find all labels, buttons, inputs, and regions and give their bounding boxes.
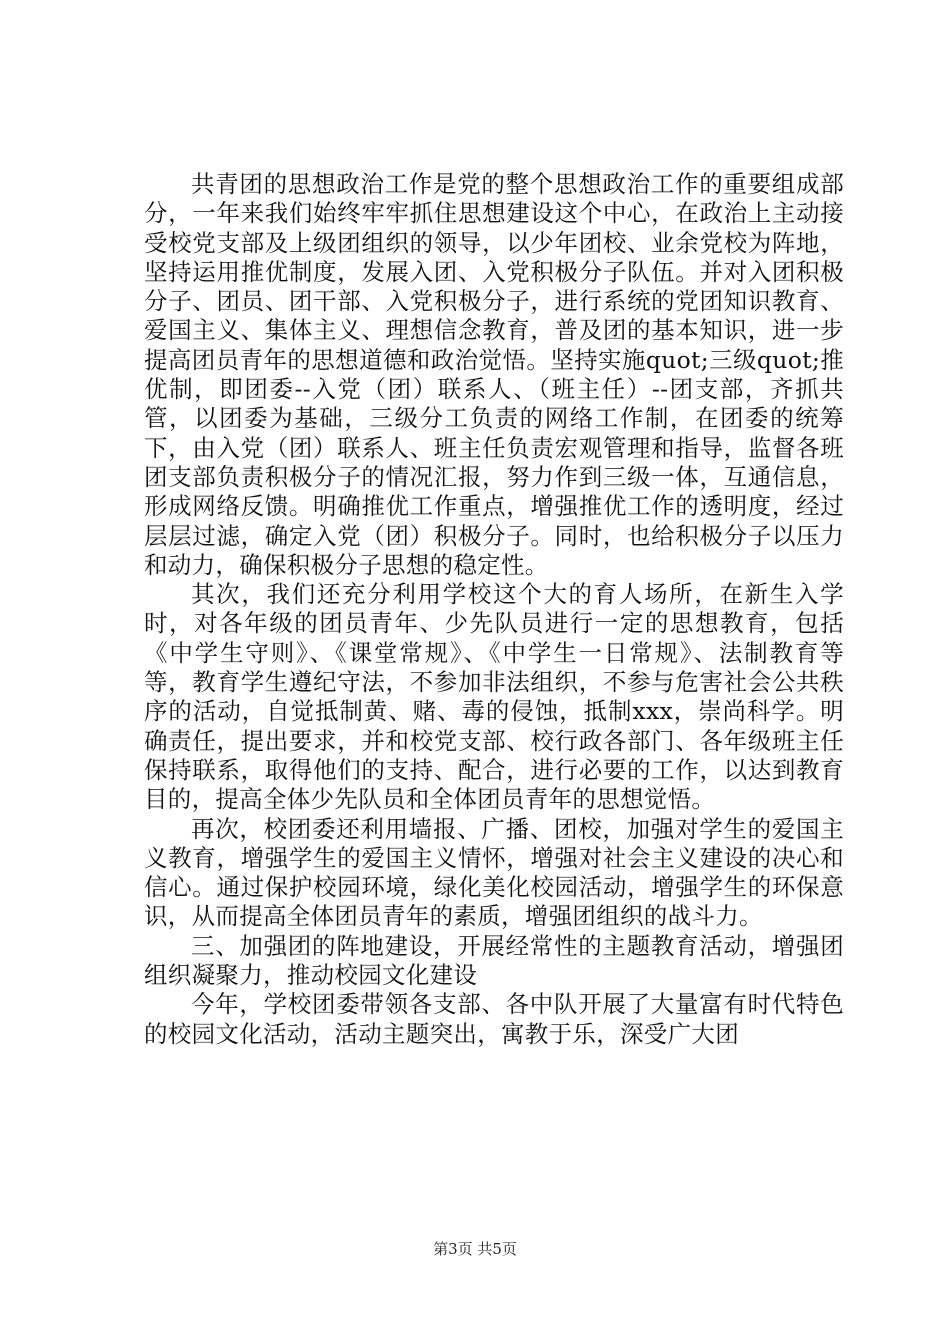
page-number-footer: 第3页 共5页 bbox=[433, 1240, 517, 1258]
document-body bbox=[144, 170, 844, 1049]
paragraph-patriotic-education: 再次，校团委还利用墙报、广播、团校，加强对学生的爱国主义教育，增强学生的爱国主义情怀，增强对社会主义建设的决心和信心。通过保护校园环境，绿化美化校园活动，增强学生的环保意识，从而提高全体团员青年的素质，增强团组织的战斗力。 bbox=[144, 814, 844, 931]
paragraph-thought-work: 共青团的思想政治工作是党的整个思想政治工作的重要组成部分，一年来我们始终牢牢抓住思想建设这个中心，在政治上主动接受校党支部及上级团组织的领导，以少年团校、业余党校为阵地，坚持运用推优制度，发展入团、入党积极分子队伍。并对入团积极分子、团员、团干部、入党积极分子，进行系统的党团知识教育、爱国主义、集体主义、理想信念教育，普及团的基本知识，进一步提高团员青年的思想道德和政治觉悟。坚持实施quot;三级quot;推优制，即团委--入党（团）联系人、（班主任）--团支部，齐抓共管，以团委为基础，三级分工负责的网络工作制，在团委的统筹下，由入党（团）联系人、班主任负责宏观管理和指导，监督各班团支部负责积极分子的情况汇报，努力作到三级一体，互通信息，形成网络反馈。明确推优工作重点，增强推优工作的透明度，经过层层过滤，确定入党（团）积极分子。同时，也给积极分子以压力和动力，确保积极分子思想的稳定性。 bbox=[144, 170, 844, 579]
paragraph-education-venue: 其次，我们还充分利用学校这个大的育人场所，在新生入学时，对各年级的团员青年、少先队员进行一定的思想教育，包括《中学生守则》、《课堂常规》、《中学生一日常规》、法制教育等等，教育学生遵纪守法，不参加非法组织，不参与危害社会公共秩序的活动，自觉抵制黄、赌、毒的侵蚀，抵制xxx，崇尚科学。明确责任，提出要求，并和校党支部、校行政各部门、各年级班主任保持联系，取得他们的支持、配合，进行必要的工作，以达到教育目的，提高全体少先队员和全体团员青年的思想觉悟。 bbox=[144, 580, 844, 814]
paragraph-campus-culture: 今年，学校团委带领各支部、各中队开展了大量富有时代特色的校园文化活动，活动主题突出，寓教于乐，深受广大团 bbox=[144, 990, 844, 1048]
section-heading-three: 三、加强团的阵地建设，开展经常性的主题教育活动，增强团组织凝聚力，推动校园文化建设 bbox=[144, 931, 844, 990]
